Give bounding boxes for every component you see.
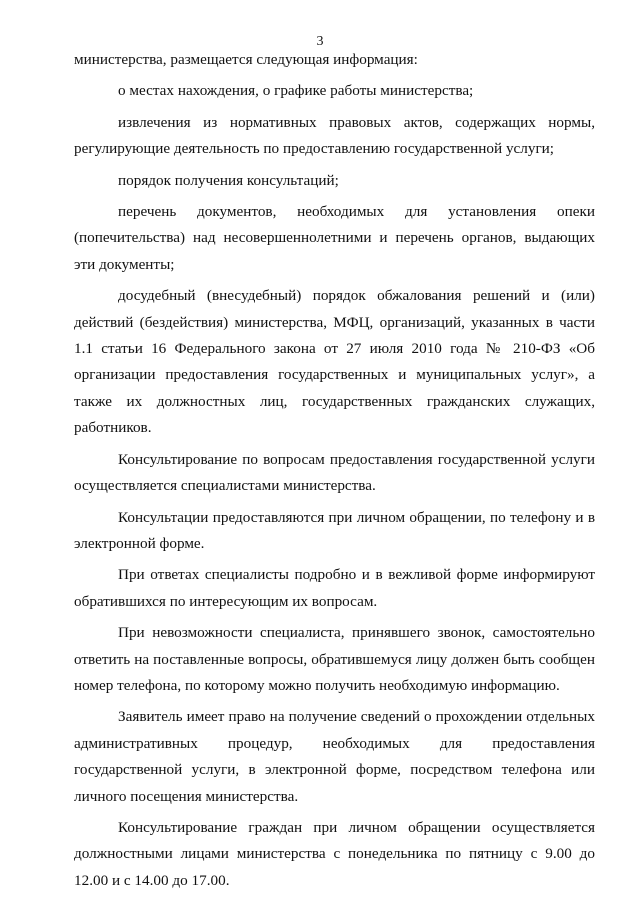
paragraph-applicant-rights: Заявитель имеет право на получение сведений о прохождении отдельных административных процедур, необходимых для предоставления государственной услуги, в электронной форме, посредством телефона или личного посещения министерства. bbox=[74, 708, 595, 805]
paragraph-answers: При ответах специалисты подробно и в вежливой форме информируют обратившихся по интересующим их вопросам. bbox=[74, 566, 595, 610]
paragraph-consulting-specialists: Консультирование по вопросам предоставления государственной услуги осуществляется специалистами министерства. bbox=[74, 450, 595, 495]
paragraph-office-hours: Консультирование граждан при личном обращении осуществляется должностными лицами министерства с понедельника по пятницу с 9.00 до 12.00 и с 14.00 до 17.00. bbox=[74, 818, 595, 889]
paragraph-continuation: министерства, размещается следующая информация: bbox=[74, 51, 418, 68]
document-body bbox=[74, 47, 595, 894]
list-item-appeal-procedure: досудебный (внесудебный) порядок обжалования решений и (или) действий (бездействия) министерства, МФЦ, организаций, указанных в части 1.1 статьи 16 Федерального закона от 27 июля 2010 года № 210-ФЗ «Об организации предоставления государственных и муниципальных услуг», а также их должностных лиц, государственных гражданских служащих, работников. bbox=[74, 287, 595, 437]
list-item-regulations: извлечения из нормативных правовых актов, содержащих нормы, регулирующие деятельность по предоставлению государственной услуги; bbox=[74, 113, 595, 158]
list-item-documents: перечень документов, необходимых для установления опеки (попечительства) над несовершеннолетними и перечень органов, выдающих эти документы; bbox=[74, 203, 595, 273]
list-item-locations: о местах нахождения, о графике работы министерства; bbox=[118, 82, 474, 100]
paragraph-consulting-channels: Консультации предоставляются при личном обращении, по телефону и в электронной форме. bbox=[74, 508, 595, 552]
paragraph-phone-referral: При невозможности специалиста, принявшего звонок, самостоятельно ответить на поставленные вопросы, обратившемуся лицу должен быть сообщен номер телефона, по которому можно получить необходимую информацию. bbox=[74, 624, 595, 694]
list-item-consultations: порядок получения консультаций; bbox=[118, 171, 339, 189]
page-number: 3 bbox=[316, 34, 324, 49]
